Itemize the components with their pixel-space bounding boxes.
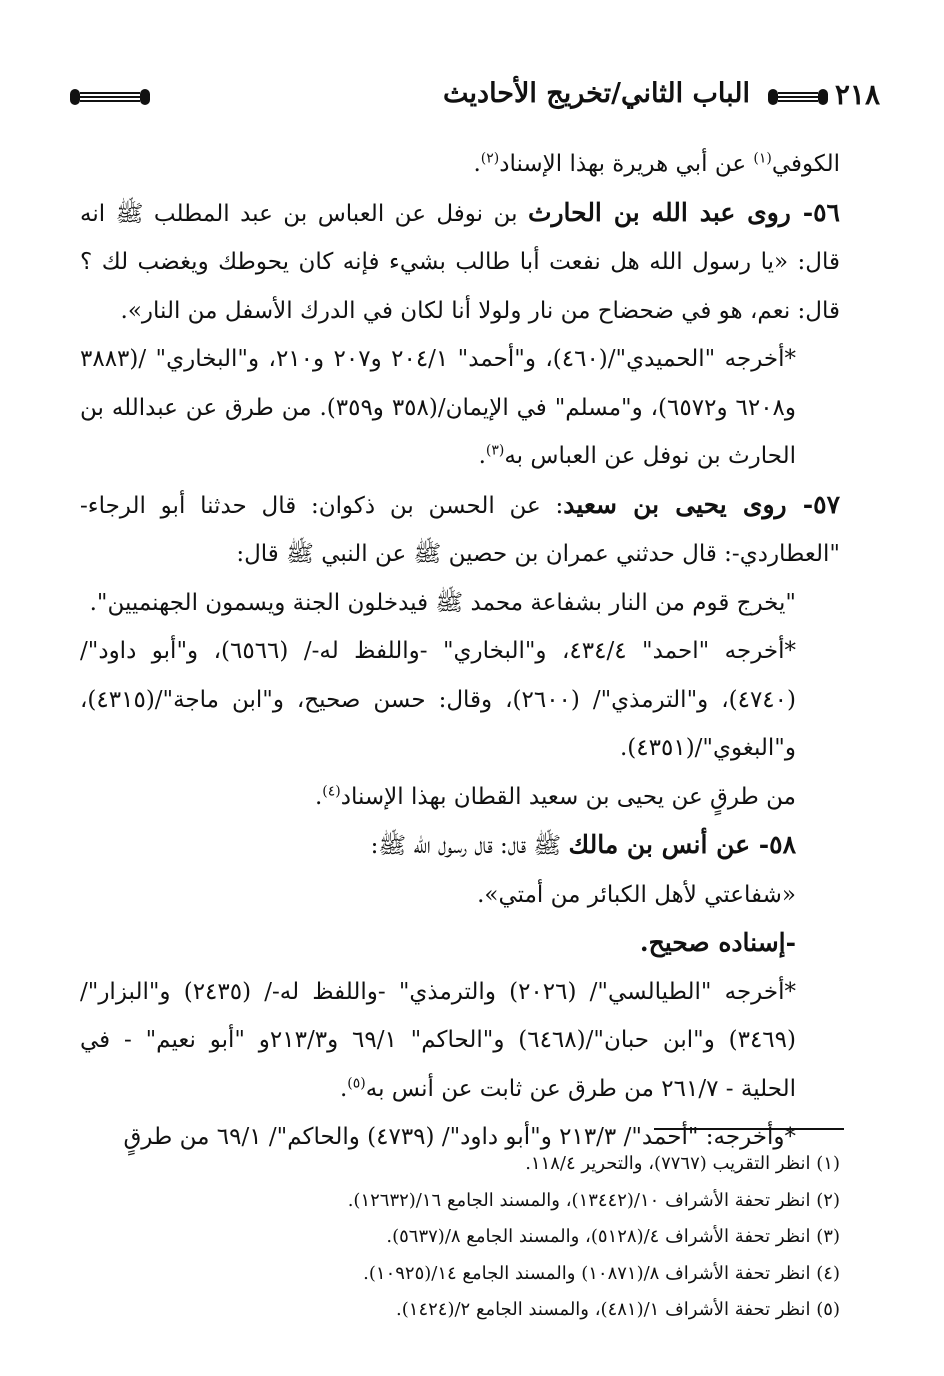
hadith-57: ٥٧- روى يحيى بن سعيد: عن الحسن بن ذكوان: قال حدثنا أبو الرجاء- "العطاردي-: قال حدثني عمران بن حصين ﷺ عن النبي ﷺ قال: <box>80 489 841 567</box>
takhrij-56: *أخرجه "الحميدي"/(٤٦٠)، و"أحمد" ٢٠٤/١ و٢٠٧ و٢١٠، و"البخاري" /(٣٨٨٣ و٦٢٠٨ و٦٥٧٢)، و"مسلم" في الإيمان/(٣٥٨ و٣٥٩). من طرق عن عبدالله بن الحارث بن نوفل عن العباس به$^{(٣)}$. <box>80 346 797 469</box>
chapter-title: الباب الثاني/تخريج الأحاديث <box>443 78 750 109</box>
footnotes <box>80 1146 840 1329</box>
header-ornament-right <box>768 86 828 106</box>
takhrij-57: *أخرجه "احمد" ٤٣٤/٤، و"البخاري" -واللفظ له-/ (٦٥٦٦)، و"أبو داود"/ (٤٧٤٠)، و"الترمذي"/ (٢٦٠٠)، وقال: حسن صحيح، و"ابن ماجة"/(٤٣١٥)، و"البغوي"/(٤٣٥١). <box>80 638 796 761</box>
footnote-5: (٥) انظر تحفة الأشراف ١/(٤٨١)، والمسند الجامع ٢/(١٤٢٤). <box>396 1299 840 1320</box>
footnote-4: (٤) انظر تحفة الأشراف ٨/(١٠٨٧١) والمسند الجامع ١٤/(١٠٩٢٥). <box>363 1262 840 1284</box>
page-header <box>70 72 880 122</box>
takhrij-58: *أخرجه "الطيالسي"/ (٢٠٢٦) والترمذي" -واللفظ له-/ (٢٤٣٥) و"البزار"/ (٣٤٦٩) و"ابن حبان"/(٦٤٦٨) و"الحاكم" ٦٩/١ و٢١٣/٣و "أبو نعيم" - في الحلية - ٢٦١/٧ من طرق عن ثابت عن أنس به$^{(٥)}$. <box>80 978 796 1102</box>
footnote-1: (١) انظر التقريب (٧٧٦٧)، والتحرير ١١٨/٤. <box>525 1153 840 1174</box>
hadith-heading: ٥٦- روى عبد الله بن الحارث <box>527 197 840 227</box>
hadith-58-quote: «شفاعتي لأهل الكبائر من أمتي». <box>477 881 796 908</box>
footnote-ref: (٤) <box>322 782 341 799</box>
page-number: ٢١٨ <box>834 78 880 111</box>
takhrij-58-continued: *وأخرجه: "أحمد"/ ٢١٣/٣ و"أبو داود"/ (٤٧٣٩) والحاكم"/ ٦٩/١ من طرقٍ <box>123 1124 796 1150</box>
isnad-57: من طرقٍ عن يحيى بن سعيد القطان بهذا الإسناد$^{(٤)}$. <box>314 782 796 810</box>
paragraph-intro: الكوفي$^{(١)}$ عن أبي هريرة بهذا الإسناد$^{(٢)}$. <box>473 150 840 177</box>
footnote-ref: (٢) <box>480 150 500 167</box>
hadith-58: ٥٨- عن أنس بن مالك ﷺ قال: قال رسول الله ﷺ: <box>370 830 796 859</box>
isnad-ruling: -إسناده صحيح. <box>639 928 796 957</box>
main-text <box>80 140 840 1162</box>
footnote-2: (٢) انظر تحفة الأشراف ١٠/(١٣٤٤٢)، والمسند الجامع ١٦/(١٢٦٣٢). <box>347 1189 840 1211</box>
header-ornament-left <box>70 86 150 106</box>
footnote-ref: (٣) <box>485 442 505 459</box>
footnote-divider <box>654 1128 844 1130</box>
hadith-56: ٥٦- روى عبد الله بن الحارث بن نوفل عن العباس بن عبد المطلب ﷺ انه قال: «يا رسول الله هل نفعت أبا طالب بشيء فإنه كان يحوطك ويغضب لك ؟ قال: نعم، هو في ضحضاح من نار ولولا أنا لكان في الدرك الأسفل من النار». <box>80 197 840 324</box>
hadith-57-quote: "يخرج قوم من النار بشفاعة محمد ﷺ فيدخلون الجنة ويسمون الجهنميين". <box>89 589 796 616</box>
footnote-ref: (١) <box>753 150 772 167</box>
footnote-ref: (٥) <box>347 1074 366 1091</box>
hadith-heading: ٥٧- روى يحيى بن سعيد <box>563 489 841 519</box>
hadith-heading: ٥٨- عن أنس بن مالك <box>568 830 796 859</box>
footnote-3: (٣) انظر تحفة الأشراف ٤/(٥١٢٨)، والمسند الجامع ٨/(٥٦٣٧). <box>386 1226 840 1247</box>
